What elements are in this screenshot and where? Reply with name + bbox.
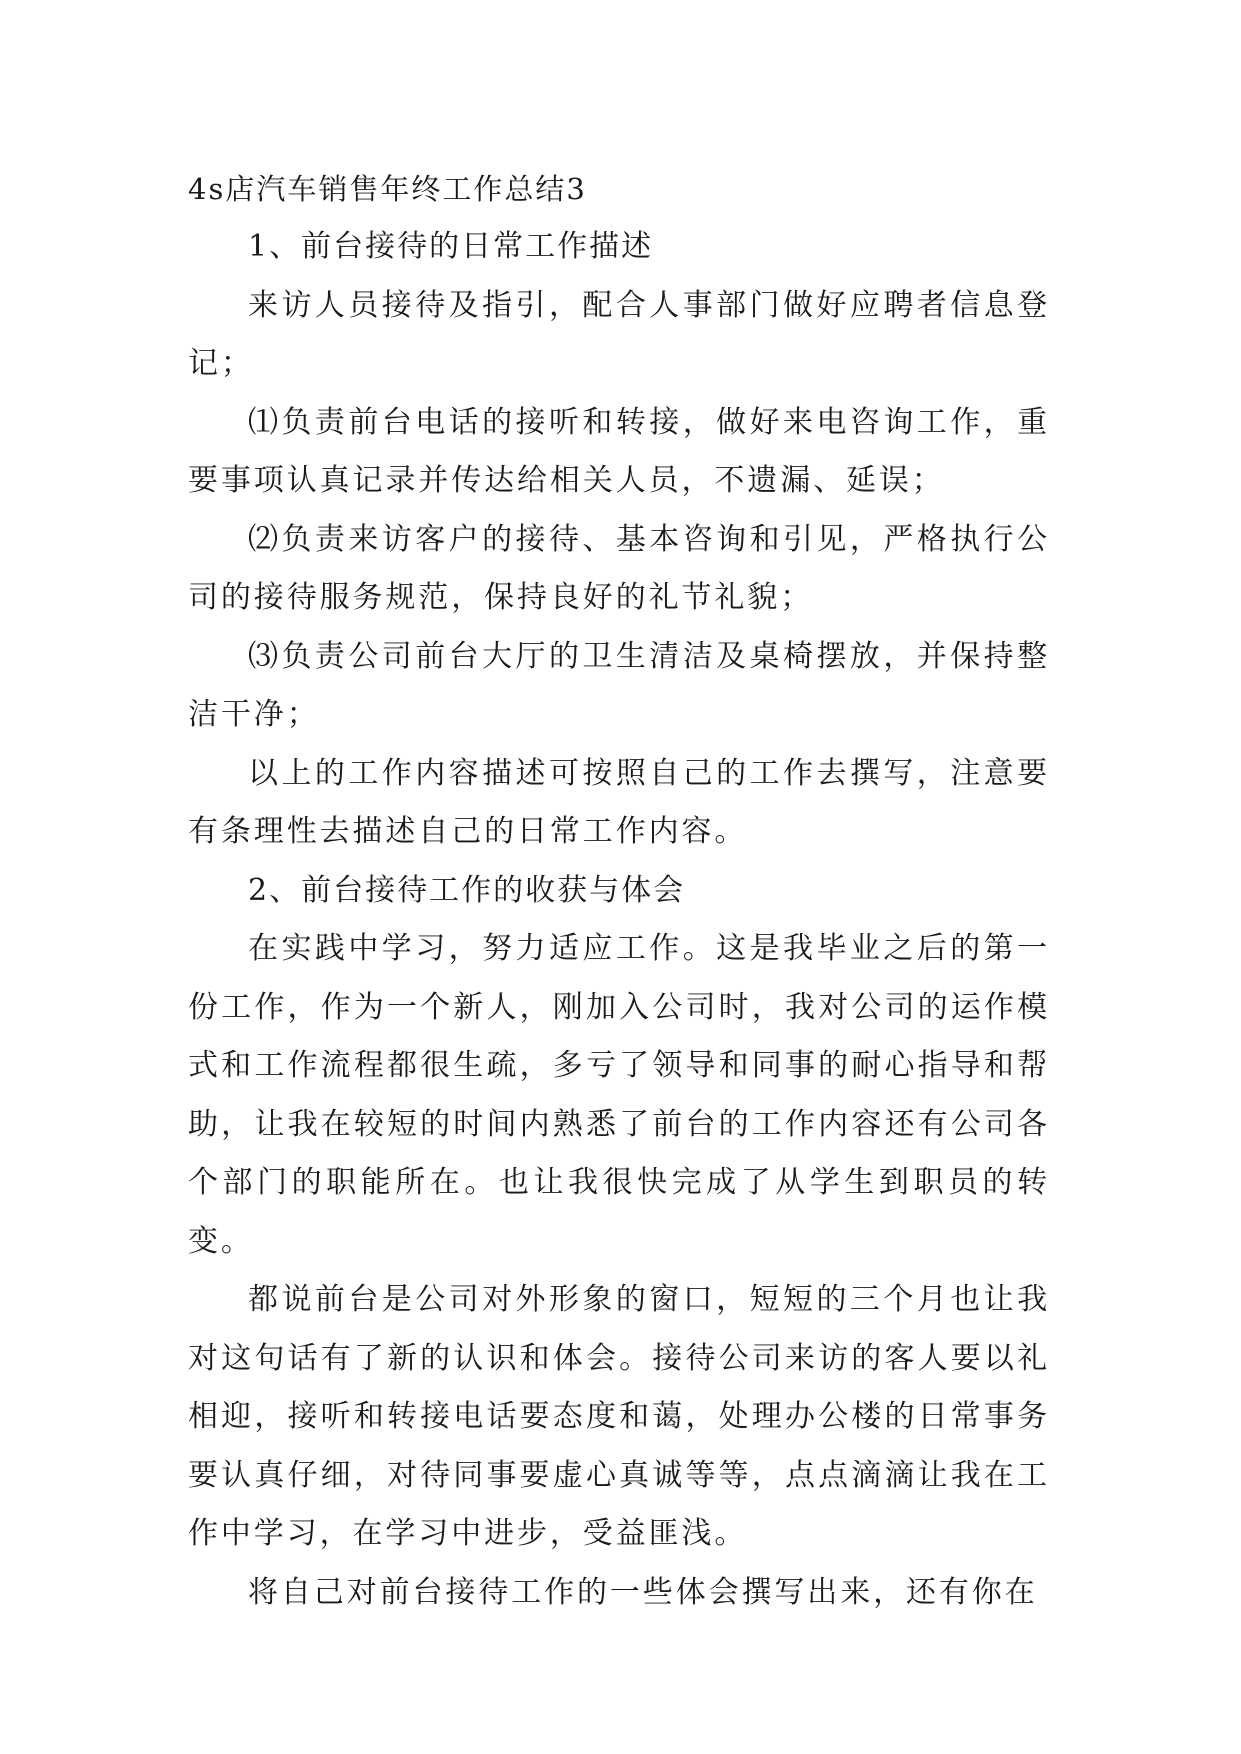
document-body — [188, 160, 1050, 1622]
paragraph: ⑴负责前台电话的接听和转接，做好来电咨询工作，重要事项认真记录并传达给相关人员，不遗漏、延误； — [188, 404, 1050, 498]
section-heading-1: 1、前台接待的日常工作描述 — [248, 229, 654, 264]
document-title: 4s店汽车销售年终工作总结3 — [188, 172, 587, 206]
paragraph: ⑵负责来访客户的接待、基本咨询和引见，严格执行公司的接待服务规范，保持良好的礼节礼貌； — [188, 521, 1050, 615]
paragraph: 都说前台是公司对外形象的窗口，短短的三个月也让我对这句话有了新的认识和体会。接待公司来访的客人要以礼相迎，接听和转接电话要态度和蔼，处理办公楼的日常事务要认真仔细，对待同事要虚心真诚等等，点点滴滴让我在工作中学习，在学习中进步，受益匪浅。 — [188, 1282, 1050, 1551]
paragraph: 以上的工作内容描述可按照自己的工作去撰写，注意要有条理性去描述自己的日常工作内容。 — [188, 755, 1050, 849]
paragraph: ⑶负责公司前台大厅的卫生清洁及桌椅摆放，并保持整洁干净； — [188, 638, 1050, 732]
paragraph: 来访人员接待及指引，配合人事部门做好应聘者信息登记； — [188, 287, 1050, 381]
paragraph: 在实践中学习，努力适应工作。这是我毕业之后的第一份工作，作为一个新人，刚加入公司时，我对公司的运作模式和工作流程都很生疏，多亏了领导和同事的耐心指导和帮助，让我在较短的时间内熟悉了前台的工作内容还有公司各个部门的职能所在。也让我很快完成了从学生到职员的转变。 — [188, 931, 1050, 1259]
section-heading-2: 2、前台接待工作的收获与体会 — [248, 872, 686, 908]
paragraph: 将自己对前台接待工作的一些体会撰写出来，还有你在 — [248, 1574, 1038, 1610]
